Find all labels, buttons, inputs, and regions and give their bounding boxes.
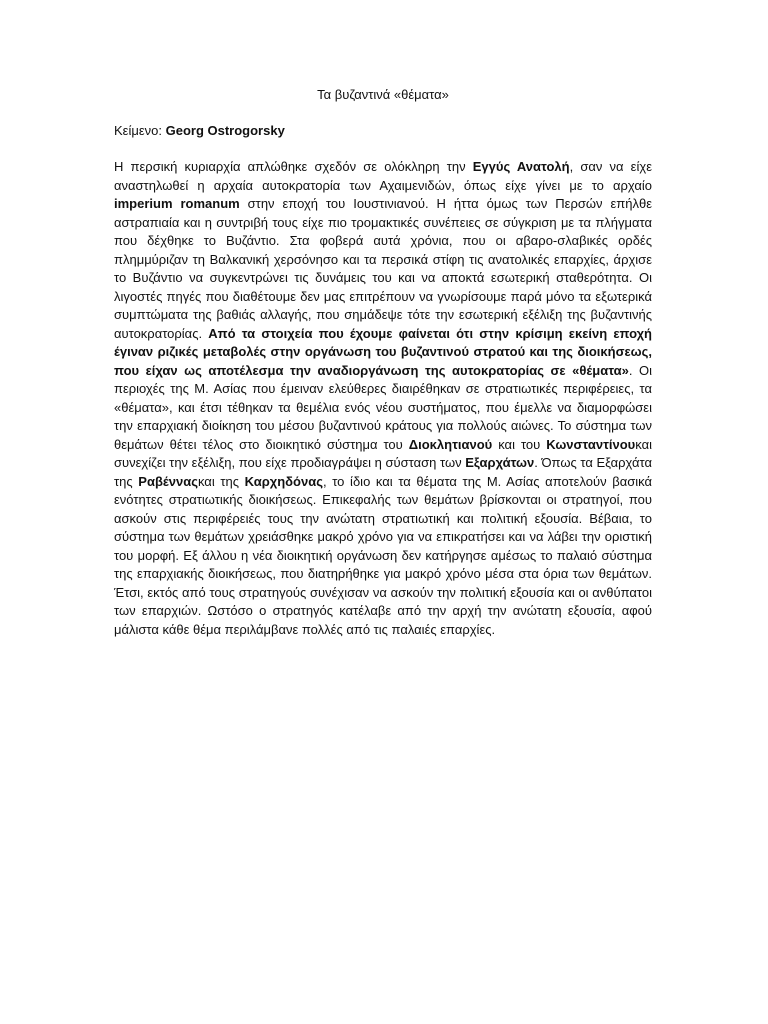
emphasis-text: Κωνσταντίνου [546, 436, 636, 452]
body-paragraph [114, 158, 652, 639]
emphasis-text: Εγγύς Ανατολή [472, 159, 570, 174]
emphasis-text: Από τα στοιχεία που έχουμε φαίνεται ότι στην κρίσιμη εκείνη εποχή έγιναν ριζικές μεταβολές στην οργάνωση του βυζαντινού στρατού και της διοικήσεως, που είχαν ως αποτέλεσμα την αναδιοργάνωση της αυτοκρατορίας σε «θέματα» [114, 325, 652, 378]
emphasis-text: Διοκλητιανού [408, 436, 493, 452]
body-text-segment: , σαν να είχε αναστηλωθεί η αρχαία αυτοκρατορία των Αχαιμενιδών, όπως είχε γίνει με το αρχαίο [114, 159, 652, 193]
emphasis-text: Ραβέννας [138, 473, 198, 489]
author-name: Georg Ostrogorsky [165, 123, 285, 138]
body-text-segment: και της [197, 473, 245, 489]
document-content [114, 86, 652, 639]
body-text-segment: και του [492, 436, 547, 452]
body-text-segment: Η περσική κυριαρχία απλώθηκε σχεδόν σε ολόκληρη την [114, 159, 473, 174]
author-line [114, 122, 652, 140]
body-text-segment: . Όπως τα Εξαρχάτα της [114, 455, 652, 489]
author-label: Κείμενο: [114, 123, 162, 138]
body-text-segment: , το ίδιο και τα θέματα της Μ. Ασίας αποτελούν βασικά ενότητες στρατιωτικής διοικήσεως. Επικεφαλής των θεμάτων βρίσκονται οι στρατηγοί, που ασκούν στις περιφέρειές τους την ανώτατη στρατιωτική και πολιτική εξουσία. Βέβαια, το σύστημα των θεμάτων χρειάσθηκε μακρό χρόνο για να επικρατήσει και να λάβει την οριστική του μορφή. Εξ άλλου η νέα διοικητική οργάνωση δεν κατήργησε αμέσως το παλαιό σύστημα της επαρχιακής διοικήσεως, που διατηρήθηκε για μακρό χρόνο μέσα στα όρια των θεμάτων. Έτσι, εκτός από τους στρατηγούς συνέχισαν να ασκούν την πολιτική εξουσία και οι ανθύπατοι των επαρχιών. Ωστόσο ο στρατηγός κατέλαβε από την αρχή την ανώτατη εξουσία, αφού μάλιστα κάθε θέμα περιλάμβανε πολλές από τις παλαιές επαρχίες. [114, 473, 652, 637]
emphasis-text: Καρχηδόνας [244, 473, 323, 489]
body-text-segment: και συνεχίζει την εξέλιξη, που είχε προδιαγράψει η σύσταση των [114, 436, 652, 470]
body-text-segment: . Οι περιοχές της Μ. Ασίας που έμειναν ελεύθερες διαιρέθηκαν σε στρατιωτικές περιφέρειες, τα «θέματα», και έτσι τέθηκαν τα θεμέλια ενός νέου συστήματος, που έμελλε να διαμορφώσει την επαρχιακή διοίκηση του μέσου βυζαντινού κράτους για πολλούς αιώνες. Το σύστημα των θεμάτων θέτει τέλος στο διοικητικό σύστημα του [114, 362, 652, 452]
document-title: Τα βυζαντινά «θέματα» [317, 87, 449, 102]
emphasis-text: imperium romanum [114, 196, 240, 211]
body-text-segment: στην εποχή του Ιουστινιανού. Η ήττα όμως των Περσών επήλθε αστραπιαία και η συντριβή τους είχε πιο τρομακτικές συνέπειες σε σύγκριση με τα πλήγματα που δέχθηκε το Βυζάντιο. Στα φοβερά αυτά χρόνια, που οι αβαρο-σλαβικές ορδές πλημμύριζαν τη Βαλκανική χερσόνησο και τα περσικά στίφη τις ανατολικές επαρχίες, άρχισε το Βυζάντιο να συγκεντρώνει τις δυνάμεις του και να αποκτά εσωτερική σταθερότητα. Οι λιγοστές πηγές που διαθέτουμε δεν μας επιτρέπουν να γνωρίσουμε παρά μόνο τα εξωτερικά συμπτώματα της βαθιάς αλλαγής, που σημάδεψε τότε την εσωτερική εξέλιξη της βυζαντινής αυτοκρατορίας. [114, 196, 652, 341]
emphasis-text: Εξαρχάτων [465, 455, 535, 470]
